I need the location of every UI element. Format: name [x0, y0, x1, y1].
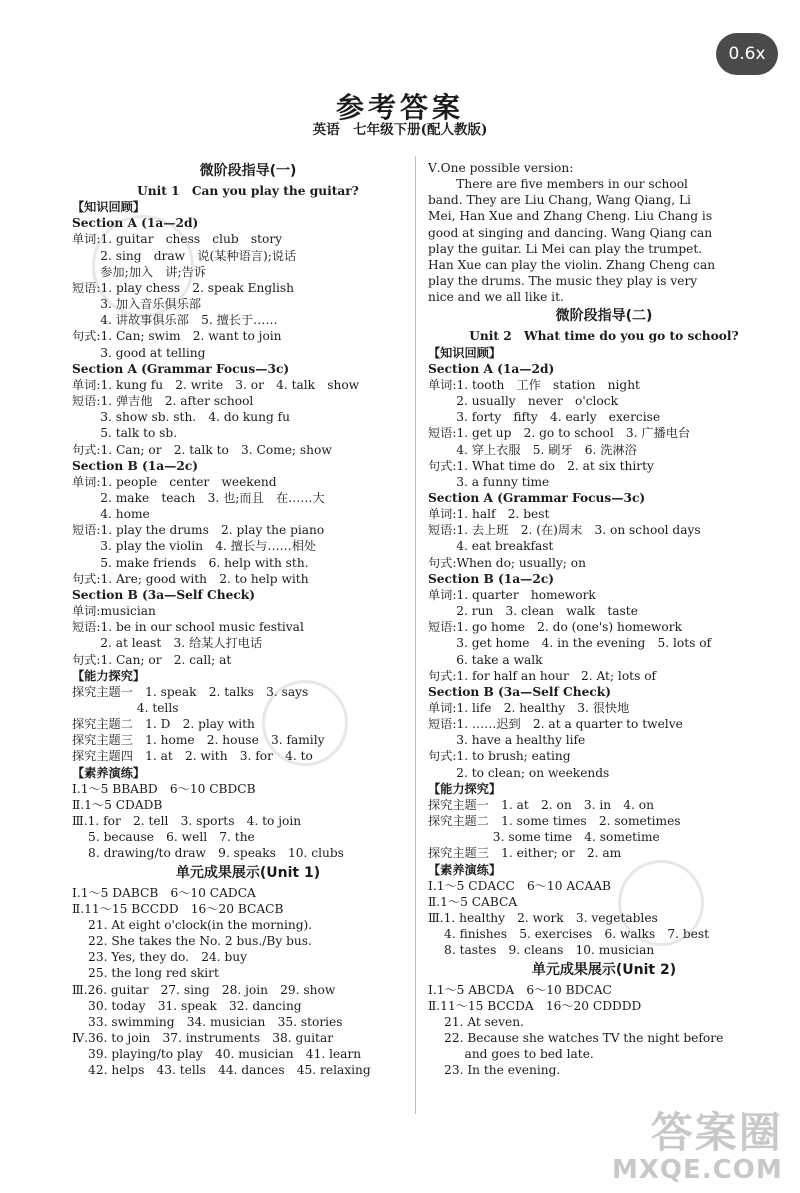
left-answer-line: 【能力探究】 — [72, 668, 146, 683]
left-answer-line: Section A (1a—2d) — [72, 216, 199, 231]
right-answer-line: play the drums. The music they play is very — [428, 274, 698, 289]
right-answer-line: Ⅱ.1～5 CABCA — [428, 894, 518, 909]
right-answer-line: 3. forty fifty 4. early exercise — [428, 410, 661, 425]
right-answer-line: 【能力探究】 — [428, 781, 502, 796]
left-answer-line: 3. show sb. sth. 4. do kung fu — [72, 410, 291, 425]
left-answer-line: 4. 讲故事俱乐部 5. 擅长于…… — [72, 313, 278, 328]
left-answer-line: 句式:1. Can; or 2. talk to 3. Come; show — [72, 442, 332, 457]
left-answer-line: Ⅳ.36. to join 37. instruments 38. guitar — [72, 1030, 334, 1045]
right-answer-line: 句式:1. for half an hour 2. At; lots of — [428, 668, 657, 683]
left-answer-line: 8. drawing/to draw 9. speaks 10. clubs — [72, 846, 344, 861]
page-title: 参考答案 — [335, 91, 464, 124]
right-answer-line: 单元成果展示(Unit 2) — [531, 961, 677, 978]
right-answer-line: 短语:1. go home 2. do (one's) homework — [428, 620, 682, 635]
right-answer-line: 【知识回顾】 — [428, 345, 502, 360]
left-answer-line: 5. talk to sb. — [72, 426, 178, 441]
right-answer-line: Ⅱ.11～15 BCCDA 16～20 CDDDD — [428, 998, 642, 1013]
left-answer-line: 探究主题一 1. speak 2. talks 3. says — [72, 684, 309, 699]
watermark-logo-text: 答案圈 — [650, 1108, 783, 1157]
right-answer-line: 3. a funny time — [428, 474, 550, 489]
left-answer-line: 4. home — [72, 507, 150, 522]
right-answer-line: Section A (1a—2d) — [428, 361, 555, 376]
right-answer-line: 【素养演练】 — [428, 862, 502, 877]
right-answer-line: Ⅴ.One possible version: — [428, 161, 574, 175]
left-answer-line: 2. sing draw 说(某种语言);说话 — [72, 248, 297, 263]
left-answer-line: 探究主题四 1. at 2. with 3. for 4. to — [72, 749, 313, 764]
right-answer-line: play the guitar. Li Mei can play the trumpet. — [428, 241, 703, 256]
right-answer-line: 22. Because she watches TV the night before — [428, 1030, 724, 1045]
left-answer-line: Section B (1a—2c) — [72, 458, 199, 473]
faded-stamp — [618, 860, 704, 946]
left-answer-line: Ⅰ.1～5 BBABD 6～10 CBDCB — [72, 781, 256, 796]
right-answer-line: 句式:1. What time do 2. at six thirty — [428, 458, 654, 473]
left-answer-line: 【知识回顾】 — [72, 200, 146, 215]
left-answer-line: 单词:1. kung fu 2. write 3. or 4. talk show — [72, 377, 360, 392]
left-answer-line: 参加;加入 讲;告诉 — [72, 264, 206, 279]
left-answer-line: 单元成果展示(Unit 1) — [175, 864, 321, 881]
left-answer-line: 微阶段指导(一) — [199, 163, 297, 179]
left-answer-line: Ⅲ.26. guitar 27. sing 28. join 29. show — [72, 982, 336, 997]
right-answer-line: Section A (Grammar Focus—3c) — [428, 490, 646, 505]
right-answer-line: good at singing and dancing. Wang Qiang can — [428, 225, 713, 240]
left-answer-line: 探究主题二 1. D 2. play with — [72, 717, 255, 732]
left-answer-line: Unit 1 Can you play the guitar? — [137, 184, 359, 198]
left-answer-line: 短语:1. play the drums 2. play the piano — [72, 523, 325, 538]
left-answer-line: 3. 加入音乐俱乐部 — [72, 297, 202, 312]
left-answer-line: 21. At eight o'clock(in the morning). — [72, 917, 313, 932]
left-answer-line: 句式:1. Can; or 2. call; at — [72, 652, 232, 667]
right-answer-line: Section B (3a—Self Check) — [428, 684, 611, 699]
right-answer-line: 句式:When do; usually; on — [428, 555, 586, 570]
left-answer-line: 30. today 31. speak 32. dancing — [72, 998, 302, 1013]
left-answer-line: 短语:1. play chess 2. speak English — [72, 280, 295, 295]
right-answer-line: 21. At seven. — [428, 1014, 524, 1029]
right-answer-line: Ⅲ.1. healthy 2. work 3. vegetables — [428, 911, 658, 926]
left-answer-line: Ⅲ.1. for 2. tell 3. sports 4. to join — [72, 814, 302, 829]
left-answer-line: Section B (3a—Self Check) — [72, 587, 255, 602]
right-answer-line: 微阶段指导(二) — [555, 308, 653, 325]
left-answer-line: 【素养演练】 — [72, 765, 146, 780]
right-answer-line: 单词:1. half 2. best — [428, 507, 550, 522]
watermark-url: MXQE.COM — [612, 1155, 783, 1186]
left-answer-line: 句式:1. Can; swim 2. want to join — [72, 329, 282, 344]
left-answer-line: 22. She takes the No. 2 bus./By bus. — [72, 934, 312, 949]
right-answer-line: band. They are Liu Chang, Wang Qiang, Li — [428, 193, 691, 208]
zoom-level-badge[interactable]: 0.6x — [716, 33, 778, 75]
right-answer-line: 2. usually never o'clock — [428, 394, 618, 409]
right-answer-line: 探究主题一 1. at 2. on 3. in 4. on — [428, 797, 654, 812]
left-answer-line: 单词:musician — [72, 604, 156, 619]
right-answer-line: 2. to clean; on weekends — [428, 765, 610, 780]
right-answer-line: and goes to bed late. — [428, 1047, 594, 1062]
left-answer-line: 单词:1. people center weekend — [72, 474, 277, 489]
left-answer-line: 5. because 6. well 7. the — [72, 830, 255, 845]
right-answer-line: 6. take a walk — [428, 652, 543, 667]
left-answer-line: Section A (Grammar Focus—3c) — [72, 361, 290, 376]
page-subtitle: 英语 七年级下册(配人教版) — [312, 122, 488, 138]
left-answer-line: 39. playing/to play 40. musician 41. learn — [72, 1047, 362, 1062]
left-answer-line: 33. swimming 34. musician 35. stories — [72, 1014, 343, 1029]
faded-stamp — [262, 680, 348, 766]
right-answer-line: 短语:1. 去上班 2. (在)周末 3. on school days — [428, 523, 701, 538]
left-answer-line: 短语:1. 弹吉他 2. after school — [72, 394, 254, 409]
right-answer-line: 3. have a healthy life — [428, 733, 586, 748]
right-answer-line: 4. finishes 5. exercises 6. walks 7. best — [428, 927, 710, 942]
right-answer-line: 短语:1. ……迟到 2. at a quarter to twelve — [428, 717, 683, 732]
left-answer-line: 短语:1. be in our school music festival — [72, 620, 304, 635]
left-answer-line: 句式:1. Are; good with 2. to help with — [72, 571, 309, 586]
right-answer-line: 4. 穿上衣服 5. 刷牙 6. 洗淋浴 — [428, 442, 637, 457]
left-answer-line: 23. Yes, they do. 24. buy — [72, 950, 248, 965]
right-answer-line: 单词:1. life 2. healthy 3. 很快地 — [428, 701, 630, 715]
left-answer-line: 探究主题三 1. home 2. house 3. family — [72, 733, 325, 748]
left-answer-line: 2. at least 3. 给某人打电话 — [72, 636, 263, 651]
right-answer-line: Unit 2 What time do you go to school? — [469, 329, 739, 344]
right-answer-line: Ⅰ.1～5 CDACC 6～10 ACAAB — [428, 878, 612, 893]
right-answer-line: 短语:1. get up 2. go to school 3. 广播电台 — [428, 426, 691, 441]
faded-stamp — [92, 215, 194, 317]
right-answer-line: 探究主题二 1. some times 2. sometimes — [428, 814, 681, 829]
left-answer-line: 2. make teach 3. 也;而且 在……大 — [72, 490, 325, 505]
left-answer-line: 3. play the violin 4. 擅长与……相处 — [72, 539, 317, 554]
left-answer-line: 5. make friends 6. help with sth. — [72, 555, 309, 570]
answer-column-right — [428, 160, 780, 1078]
left-answer-line: Ⅱ.1～5 CDADB — [72, 797, 163, 812]
left-answer-line: 4. tells — [72, 701, 179, 715]
left-answer-line: Ⅰ.1～5 DABCB 6～10 CADCA — [72, 885, 256, 900]
right-answer-line: 单词:1. quarter homework — [428, 587, 596, 602]
right-answer-line: 句式:1. to brush; eating — [428, 749, 571, 764]
left-answer-line: Ⅱ.11～15 BCCDD 16～20 BCACB — [72, 901, 284, 916]
right-answer-line: 单词:1. tooth 工作 station night — [428, 377, 640, 392]
left-answer-line: 3. good at telling — [72, 345, 206, 360]
right-answer-line: 探究主题三 1. either; or 2. am — [428, 846, 622, 861]
right-answer-line: 2. run 3. clean walk taste — [428, 604, 638, 619]
right-answer-line: Ⅰ.1～5 ABCDA 6～10 BDCAC — [428, 982, 612, 997]
right-answer-line: Section B (1a—2c) — [428, 571, 555, 586]
right-answer-line: 23. In the evening. — [428, 1063, 561, 1078]
right-answer-line: 8. tastes 9. cleans 10. musician — [428, 943, 655, 958]
left-answer-line: 42. helps 43. tells 44. dances 45. relaxing — [72, 1063, 371, 1078]
right-answer-line: 4. eat breakfast — [428, 539, 554, 554]
right-answer-line: There are five members in our school — [428, 177, 688, 192]
left-answer-line: 单词:1. guitar chess club story — [72, 232, 283, 247]
left-answer-line: 25. the long red skirt — [72, 966, 219, 981]
right-answer-line: Mei, Han Xue and Zhang Cheng. Liu Chang is — [428, 209, 713, 224]
right-answer-line: 3. some time 4. sometime — [428, 830, 660, 845]
right-answer-line: Han Xue can play the violin. Zhang Cheng can — [428, 257, 716, 272]
right-answer-line: nice and we all like it. — [428, 290, 564, 305]
right-answer-line: 3. get home 4. in the evening 5. lots of — [428, 636, 712, 651]
site-watermark — [612, 1110, 783, 1185]
